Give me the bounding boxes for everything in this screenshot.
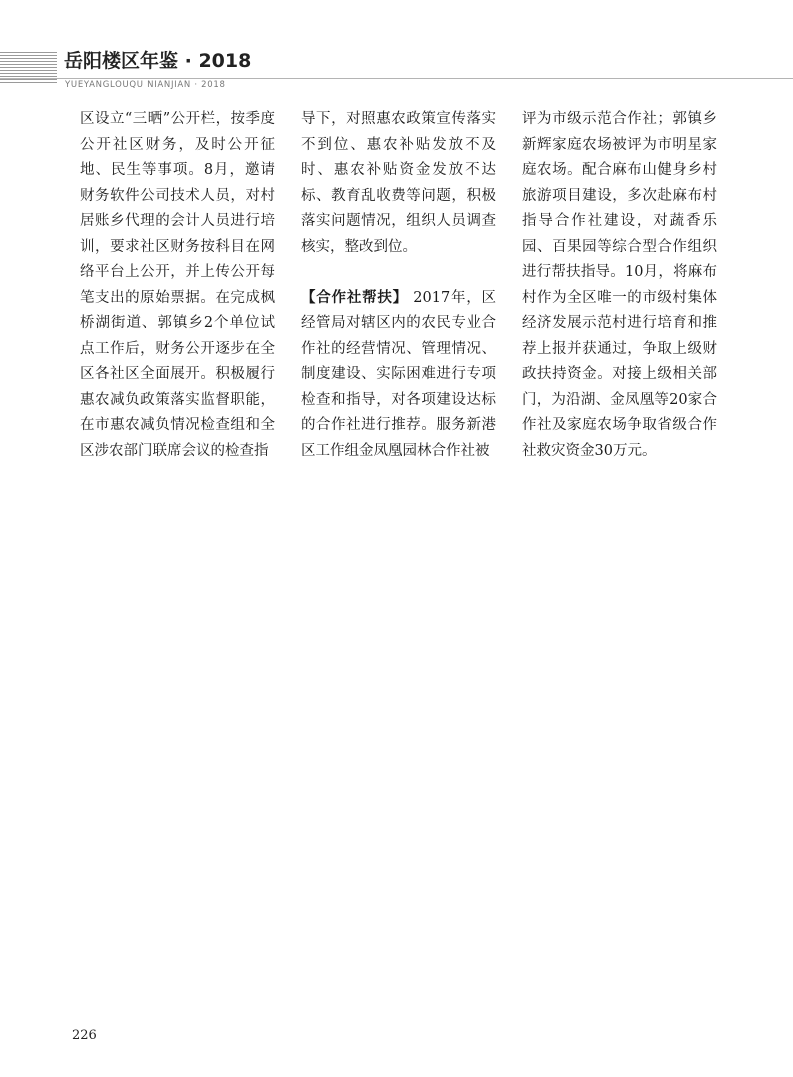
paragraph-continued: 导下，对照惠农政策宣传落实不到位、惠农补贴发放不及时、惠农补贴资金发放不达标、教育乱收费等问题，积极落实问题情况，组织人员调查核实，整改到位。	[301, 111, 496, 255]
yearbook-title: 岳阳楼区年鉴 · 2018	[64, 50, 252, 72]
section-heading: 【合作社帮扶】	[301, 289, 408, 306]
paragraph-continued: 区设立“三晒”公开栏，按季度公开社区财务，及时公开征地、民生等事项。8月，邀请财务软件公司技术人员，对村居账乡代理的会计人员进行培训，要求社区财务按科目在网络平台上公开，并上传公开每笔支出的原始票据。在完成枫桥湖街道、郭镇乡2个单位试点工作后，财务公开逐步在全区各社区全面展开。积极履行惠农减负政策落实监督职能，在市惠农减负情况检查组和全区涉农部门联席会议的检查指	[80, 111, 275, 459]
page-number: 226	[72, 1028, 97, 1043]
text-column-1	[80, 107, 275, 464]
header-rule	[0, 78, 793, 79]
text-column-2	[301, 107, 496, 464]
yearbook-subtitle: YUEYANGLOUQU NIANJIAN · 2018	[65, 80, 226, 90]
paragraph-cooperative-support	[301, 286, 496, 465]
paragraph-spacer	[301, 260, 496, 286]
text-column-3	[522, 107, 717, 464]
header-decoration-stripes	[0, 52, 57, 84]
paragraph-continued: 评为市级示范合作社；郭镇乡新辉家庭农场被评为市明星家庭农场。配合麻布山健身乡村旅游项目建设，多次赴麻布村指导合作社建设，对蔬香乐园、百果园等综合型合作组织进行帮扶指导。10月，将麻布村作为全区唯一的市级村集体经济发展示范村进行培育和推荐上报并获通过，争取上级财政扶持资金。对接上级相关部门，为沿湖、金凤凰等20家合作社及家庭农场争取省级合作社救灾资金30万元。	[522, 111, 717, 459]
paragraph-body: 2017年，区经管局对辖区内的农民专业合作社的经营情况、管理情况、制度建设、实际困难进行专项检查和指导，对各项建设达标的合作社进行推荐。服务新港区工作组金凤凰园林合作社被	[301, 289, 497, 459]
